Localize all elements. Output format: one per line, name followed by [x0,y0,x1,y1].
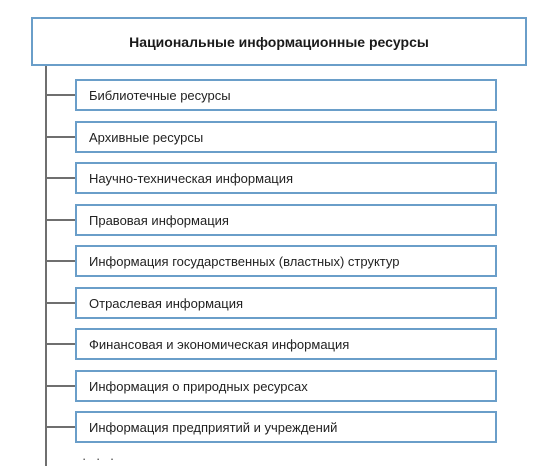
child-node-label: Библиотечные ресурсы [89,87,231,103]
trunk-connector [45,66,47,466]
root-node [31,17,527,66]
child-node [75,204,497,236]
child-node-label: Финансовая и экономическая информация [89,336,350,352]
child-node [75,121,497,153]
continuation-ellipsis: · · · [82,451,118,466]
child-node [75,411,497,443]
branch-connector [45,302,76,304]
root-node-title: Национальные информационные ресурсы [129,33,429,50]
child-node-label: Информация о природных ресурсах [89,378,308,394]
branch-connector [45,136,76,138]
child-node-label: Информация государственных (властных) структур [89,253,400,269]
child-node [75,162,497,194]
child-node [75,245,497,277]
branch-connector [45,94,76,96]
branch-connector [45,385,76,387]
branch-connector [45,219,76,221]
branch-connector [45,343,76,345]
child-node [75,287,497,319]
branch-connector [45,177,76,179]
child-node [75,79,497,111]
branch-connector [45,426,76,428]
child-node-label: Научно-техническая информация [89,170,294,186]
child-node [75,328,497,360]
child-node-label: Информация предприятий и учреждений [89,419,338,435]
child-node-label: Правовая информация [89,212,229,228]
child-node-label: Отраслевая информация [89,295,243,311]
child-node-label: Архивные ресурсы [89,129,204,145]
branch-connector [45,260,76,262]
child-node [75,370,497,402]
